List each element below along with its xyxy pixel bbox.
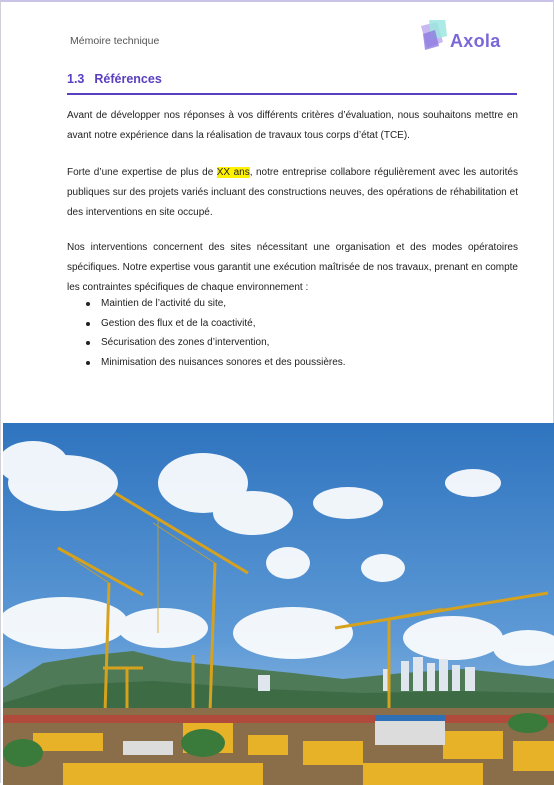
section-heading — [67, 72, 162, 86]
list-item — [86, 294, 516, 314]
list-item-text: Gestion des flux et de la coactivité, — [101, 317, 256, 329]
list-item — [86, 333, 516, 353]
bullet-icon — [86, 302, 90, 306]
highlighted-years: XX ans — [216, 167, 250, 178]
section-number: 1.3 — [67, 72, 85, 86]
paragraph-expertise — [67, 163, 518, 223]
paragraph-expertise-start: Forte d’une expertise de plus de — [67, 167, 217, 178]
logo-text: Axola — [450, 31, 501, 51]
document-header-label: Mémoire technique — [70, 35, 160, 47]
bullet-icon — [86, 361, 90, 365]
list-item-text: Sécurisation des zones d’intervention, — [101, 337, 270, 348]
construction-site-photo — [3, 423, 554, 785]
list-item — [86, 314, 516, 334]
list-item-text: Maintien de l’activité du site, — [101, 298, 227, 309]
section-title: Références — [94, 72, 162, 86]
paragraph-intro: Avant de développer nos réponses à vos différents critères d’évaluation, nous souhaitons mettre en avant notre expérience dans la réalisation de travaux tous corps d’état (TCE). — [67, 110, 518, 141]
paragraph-interventions: Nos interventions concernent des sites nécessitant une organisation et des modes opératoires spécifiques. Notre expertise vous garantit une exécution maîtrisée de nos travaux, prenant en compte les contraintes spécifiques de chaque environnement : — [67, 242, 518, 293]
section-title-rule — [67, 93, 517, 95]
paragraph-expertise-end: , notre entreprise collabore régulièrement avec les autorités publiques sur des projets variés incluant des constructions neuves, des opérations de réhabilitation et des interventions en site occupé. — [67, 167, 518, 218]
list-item-text: Minimisation des nuisances sonores et des poussières. — [101, 356, 346, 368]
list-item — [86, 353, 516, 373]
bullet-icon — [86, 341, 90, 345]
bullet-icon — [86, 322, 90, 326]
constraints-list — [86, 294, 516, 372]
